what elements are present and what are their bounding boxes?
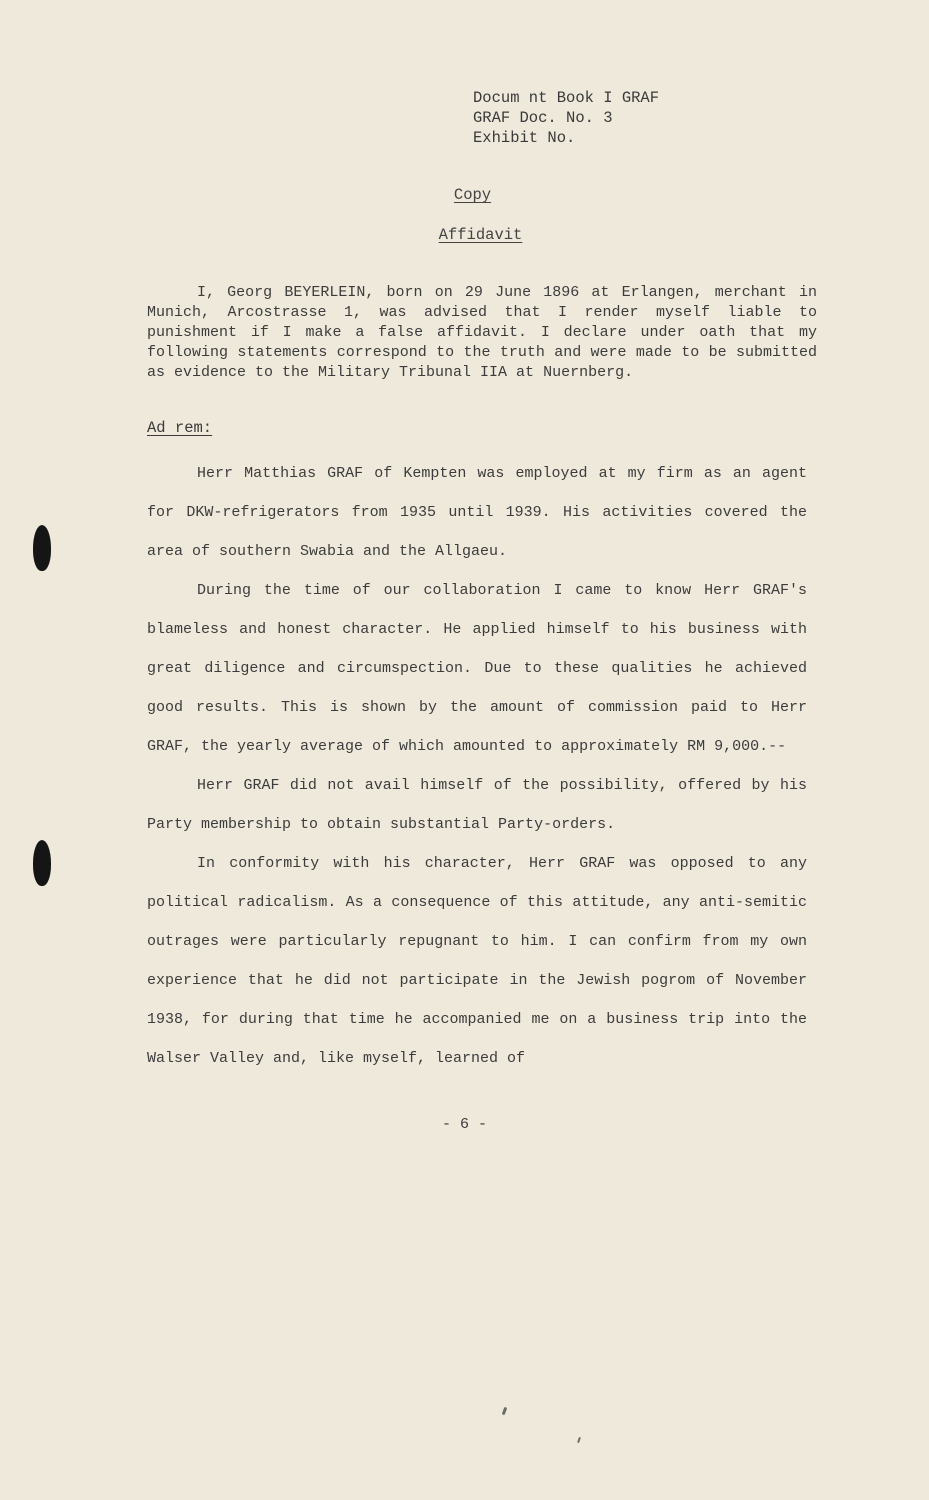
punch-hole: [33, 840, 51, 886]
paper-speck: [577, 1437, 581, 1443]
body-paragraph: During the time of our collaboration I came to know Herr GRAF's blameless and honest character. He applied himself to his business with great diligence and circumspection. Due to these qualities he achieved good results. This is shown by the amount of commission paid to Herr GRAF, the yearly average of which amounted to approximately RM 9,000.--: [147, 582, 807, 755]
document-header: [473, 88, 659, 148]
body-paragraph: Herr Matthias GRAF of Kempten was employed at my firm as an agent for DKW-refrigerators from 1935 until 1939. His activities covered the area of southern Swabia and the Allgaeu.: [147, 465, 807, 560]
ad-rem-heading: Ad rem:: [147, 419, 213, 437]
body-paragraph: Herr GRAF did not avail himself of the possibility, offered by his Party membership to obtain substantial Party-orders.: [147, 777, 807, 833]
paper-speck: [502, 1407, 508, 1416]
header-doc-number: GRAF Doc. No. 3: [473, 109, 613, 127]
affidavit-title: Affidavit: [438, 226, 523, 244]
affidavit-body: [147, 454, 807, 1078]
punch-hole: [33, 525, 51, 571]
header-document-book: Docum nt Book I GRAF: [473, 89, 660, 107]
page-number: - 6 -: [441, 1116, 487, 1133]
copy-title: Copy: [453, 186, 492, 204]
body-paragraph: In conformity with his character, Herr GRAF was opposed to any political radicalism. As a consequence of this attitude, any anti-semitic outrages were particularly repugnant to him. I can confirm from my own experience that he did not participate in the Jewish pogrom of November 1938, for during that time he accompanied me on a business trip into the Walser Valley and, like myself, learned of: [147, 855, 807, 1067]
affidavit-intro: I, Georg BEYERLEIN, born on 29 June 1896 at Erlangen, merchant in Munich, Arcostrasse 1, was advised that I render myself liable to punishment if I make a false affidavit. I declare under oath that my following statements correspond to the truth and were made to be submitted as evidence to the Military Tribunal IIA at Nuernberg.: [147, 284, 817, 381]
header-exhibit-number: Exhibit No.: [473, 129, 576, 147]
